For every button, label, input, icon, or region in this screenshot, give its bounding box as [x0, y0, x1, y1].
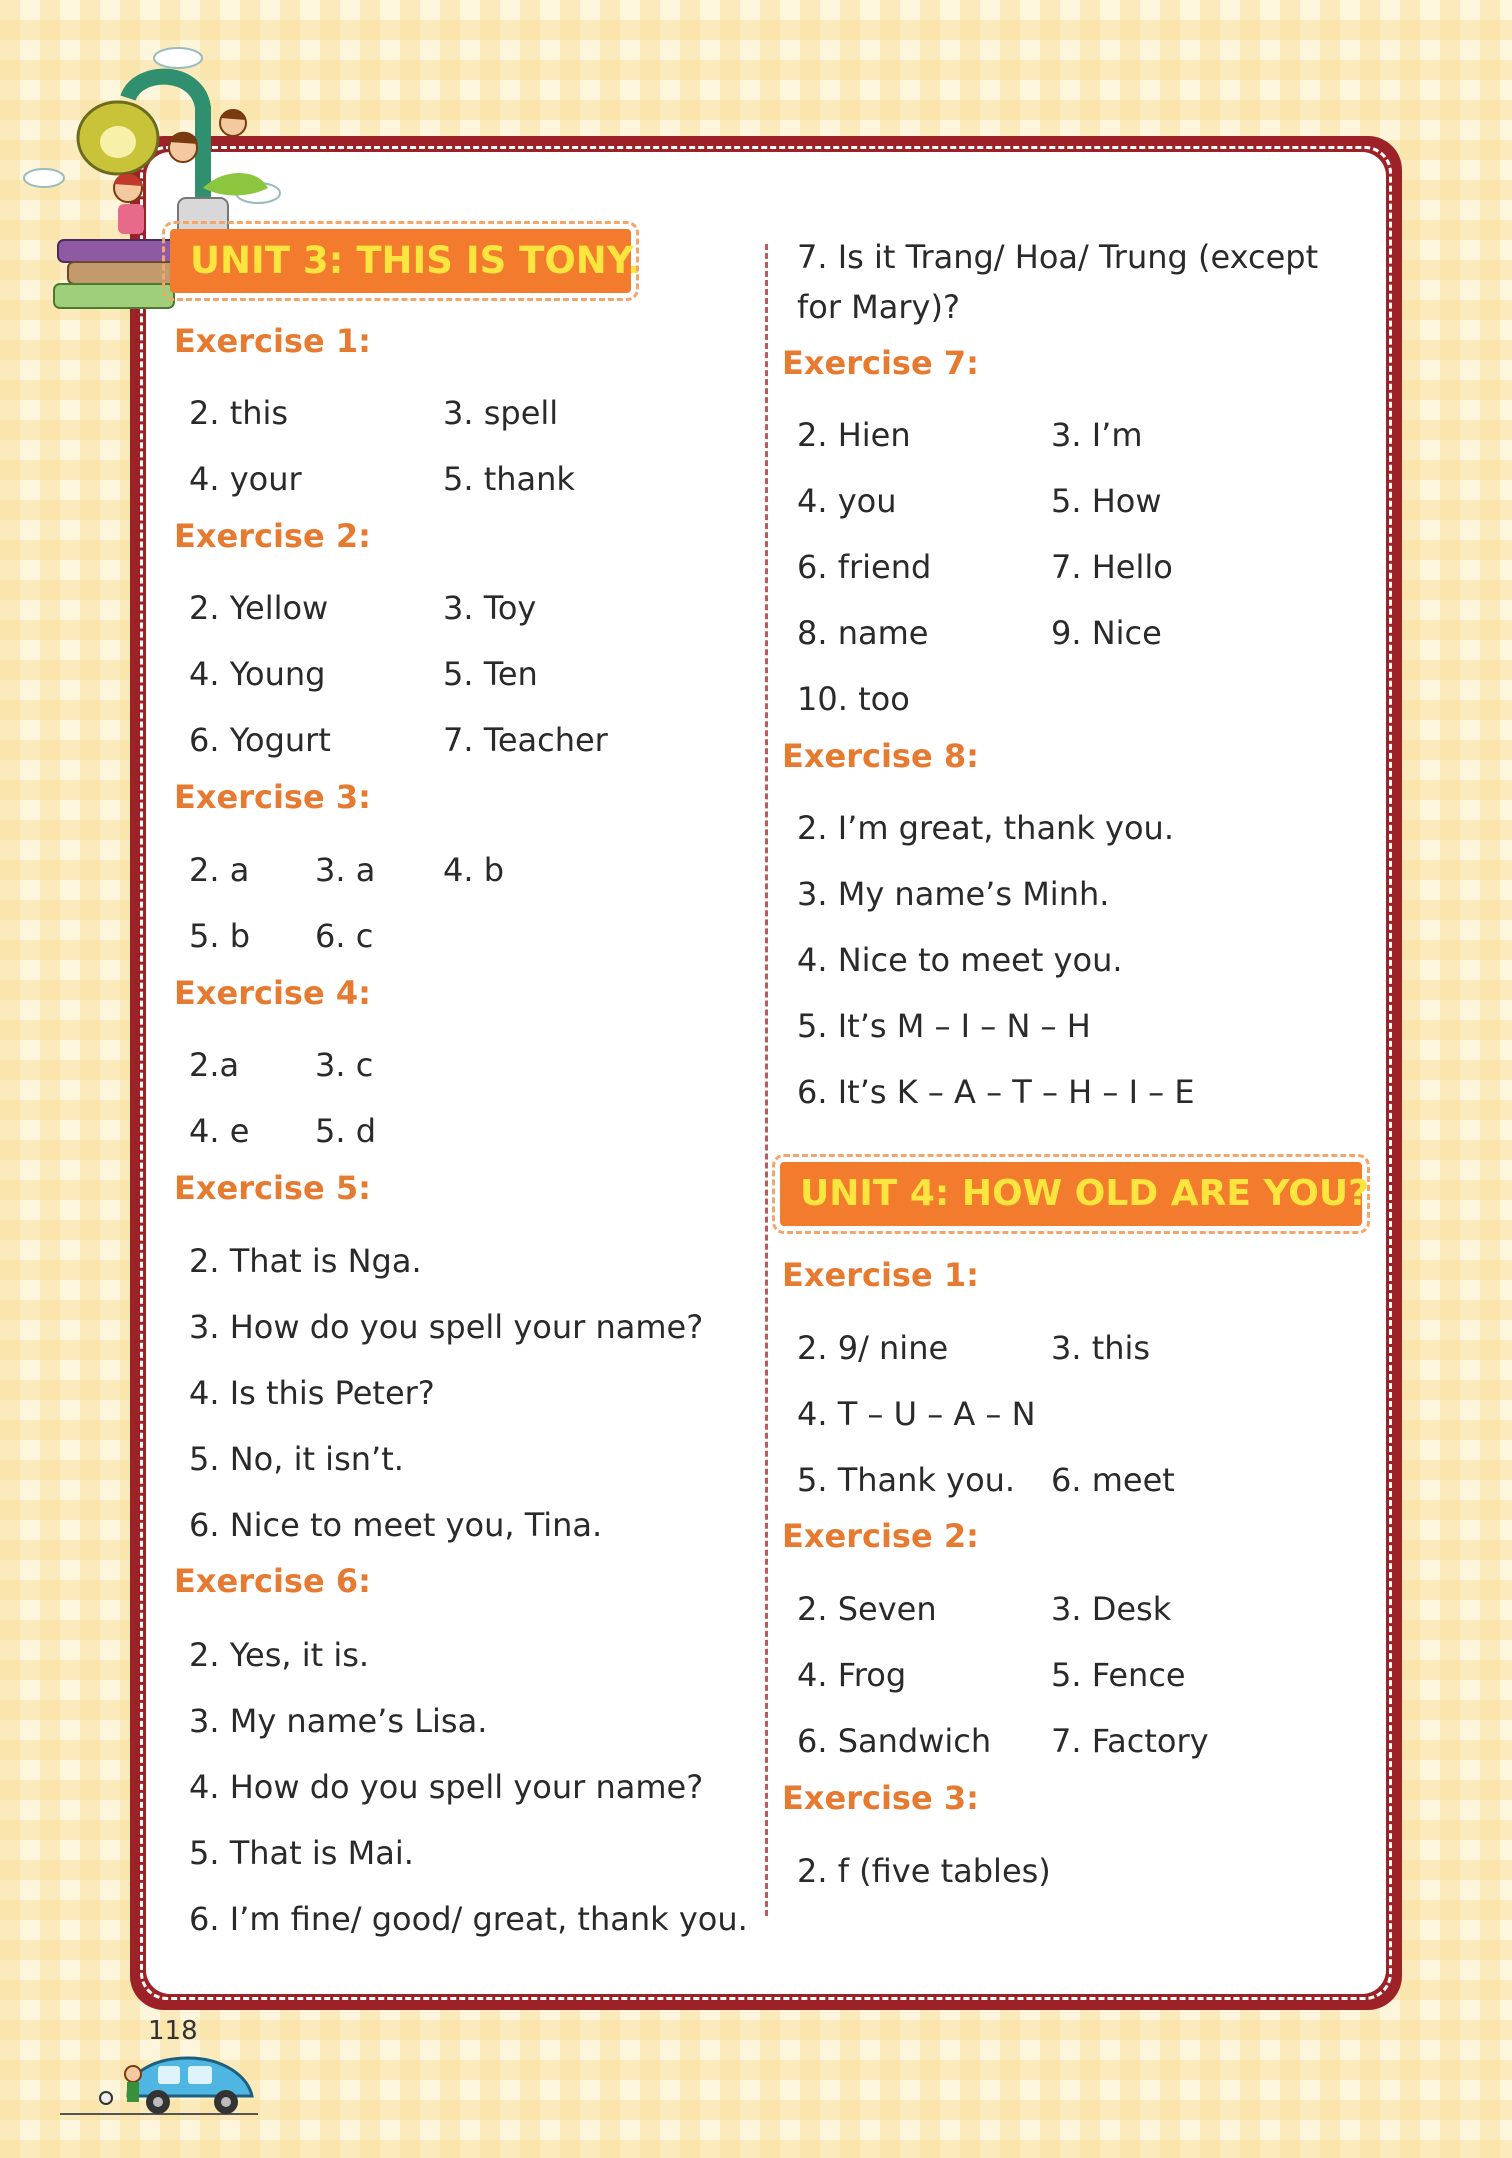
- answer-item: 3. c: [315, 1046, 374, 1084]
- unit3-exercise-6-title: Exercise 6:: [174, 1562, 371, 1600]
- answer-item: 8. name: [797, 614, 929, 652]
- answer-item: 3. How do you spell your name?: [189, 1308, 704, 1346]
- answer-item: 2. Yellow: [189, 589, 329, 627]
- page-number: 118: [148, 2016, 198, 2046]
- unit3-exercise-5-title: Exercise 5:: [174, 1169, 371, 1207]
- answer-item: 6. friend: [797, 548, 932, 586]
- answer-item: 3. a: [315, 851, 376, 889]
- answer-item: 5. Fence: [1051, 1656, 1186, 1694]
- unit4-exercise-1-title: Exercise 1:: [782, 1256, 979, 1294]
- answer-item: 4. Young: [189, 655, 326, 693]
- column-divider: [765, 244, 768, 1916]
- answer-item: 3. spell: [443, 394, 559, 432]
- unit4-exercise-3-title: Exercise 3:: [782, 1779, 979, 1817]
- answer-item: 2. Seven: [797, 1590, 937, 1628]
- answer-item: 4. you: [797, 482, 897, 520]
- answer-item: 2. 9/ nine: [797, 1329, 949, 1367]
- answer-item: 9. Nice: [1051, 614, 1162, 652]
- answer-item: 6. c: [315, 917, 374, 955]
- answer-item: 5. d: [315, 1112, 377, 1150]
- answer-item: 6. It’s K – A – T – H – I – E: [797, 1073, 1195, 1111]
- answer-item: 10. too: [797, 680, 910, 718]
- answer-item: 3. I’m: [1051, 416, 1143, 454]
- answer-item: 6. I’m fine/ good/ great, thank you.: [189, 1900, 748, 1938]
- answer-item: 3. My name’s Minh.: [797, 875, 1110, 913]
- unit3-exercise-4-title: Exercise 4:: [174, 974, 371, 1012]
- cloud-icon: [154, 48, 202, 68]
- unit4-exercise-2-title: Exercise 2:: [782, 1517, 979, 1555]
- answer-item: 2.a: [189, 1046, 240, 1084]
- answer-item: 7. Is it Trang/ Hoa/ Trung (except: [797, 238, 1319, 276]
- unit3-exercise-8-title: Exercise 8:: [782, 737, 979, 775]
- unit3-exercise-3-title: Exercise 3:: [174, 778, 371, 816]
- answer-item: 4. b: [443, 851, 505, 889]
- cloud-icon: [24, 169, 64, 187]
- answer-item: 7. Hello: [1051, 548, 1173, 586]
- answer-item: 5. It’s M – I – N – H: [797, 1007, 1091, 1045]
- answer-item: 2. Hien: [797, 416, 911, 454]
- answer-item: 3. My name’s Lisa.: [189, 1702, 488, 1740]
- unit-4-banner: UNIT 4: HOW OLD ARE YOU?: [780, 1162, 1362, 1226]
- answer-item: 6. Nice to meet you, Tina.: [189, 1506, 603, 1544]
- answer-item: 2. a: [189, 851, 250, 889]
- answer-item: 4. T – U – A – N: [797, 1395, 1036, 1433]
- answer-item: 4. Is this Peter?: [189, 1374, 435, 1412]
- answer-item: 6. meet: [1051, 1461, 1175, 1499]
- answer-item: 2. Yes, it is.: [189, 1636, 370, 1674]
- car-illustration: [58, 2040, 268, 2120]
- answer-item: 2. this: [189, 394, 289, 432]
- unit3-exercise-7-title: Exercise 7:: [782, 344, 979, 382]
- unit-3-banner: UNIT 3: THIS IS TONY.: [170, 229, 631, 293]
- answer-item: 5. Ten: [443, 655, 538, 693]
- answer-item: 4. Frog: [797, 1656, 907, 1694]
- answer-item: 5. No, it isn’t.: [189, 1440, 404, 1478]
- answer-item: 2. That is Nga.: [189, 1242, 422, 1280]
- answer-item: 7. Teacher: [443, 721, 608, 759]
- answer-item: 6. Sandwich: [797, 1722, 992, 1760]
- unit3-exercise-2-title: Exercise 2:: [174, 517, 371, 555]
- answer-item: 5. Thank you.: [797, 1461, 1016, 1499]
- answer-item: 4. How do you spell your name?: [189, 1768, 704, 1806]
- answer-item: 5. That is Mai.: [189, 1834, 414, 1872]
- answer-item: 5. thank: [443, 460, 575, 498]
- answer-item: 2. f (five tables): [797, 1852, 1051, 1890]
- answer-item: 4. e: [189, 1112, 250, 1150]
- answer-item: 4. your: [189, 460, 302, 498]
- answer-item-continuation: for Mary)?: [797, 288, 960, 326]
- answer-item: 5. b: [189, 917, 251, 955]
- answer-item: 3. this: [1051, 1329, 1151, 1367]
- answer-item: 4. Nice to meet you.: [797, 941, 1123, 979]
- answer-item: 2. I’m great, thank you.: [797, 809, 1174, 847]
- answer-item: 5. How: [1051, 482, 1162, 520]
- answer-item: 6. Yogurt: [189, 721, 331, 759]
- unit3-exercise-1-title: Exercise 1:: [174, 322, 371, 360]
- answer-item: 3. Desk: [1051, 1590, 1172, 1628]
- answer-item: 7. Factory: [1051, 1722, 1209, 1760]
- answer-item: 3. Toy: [443, 589, 537, 627]
